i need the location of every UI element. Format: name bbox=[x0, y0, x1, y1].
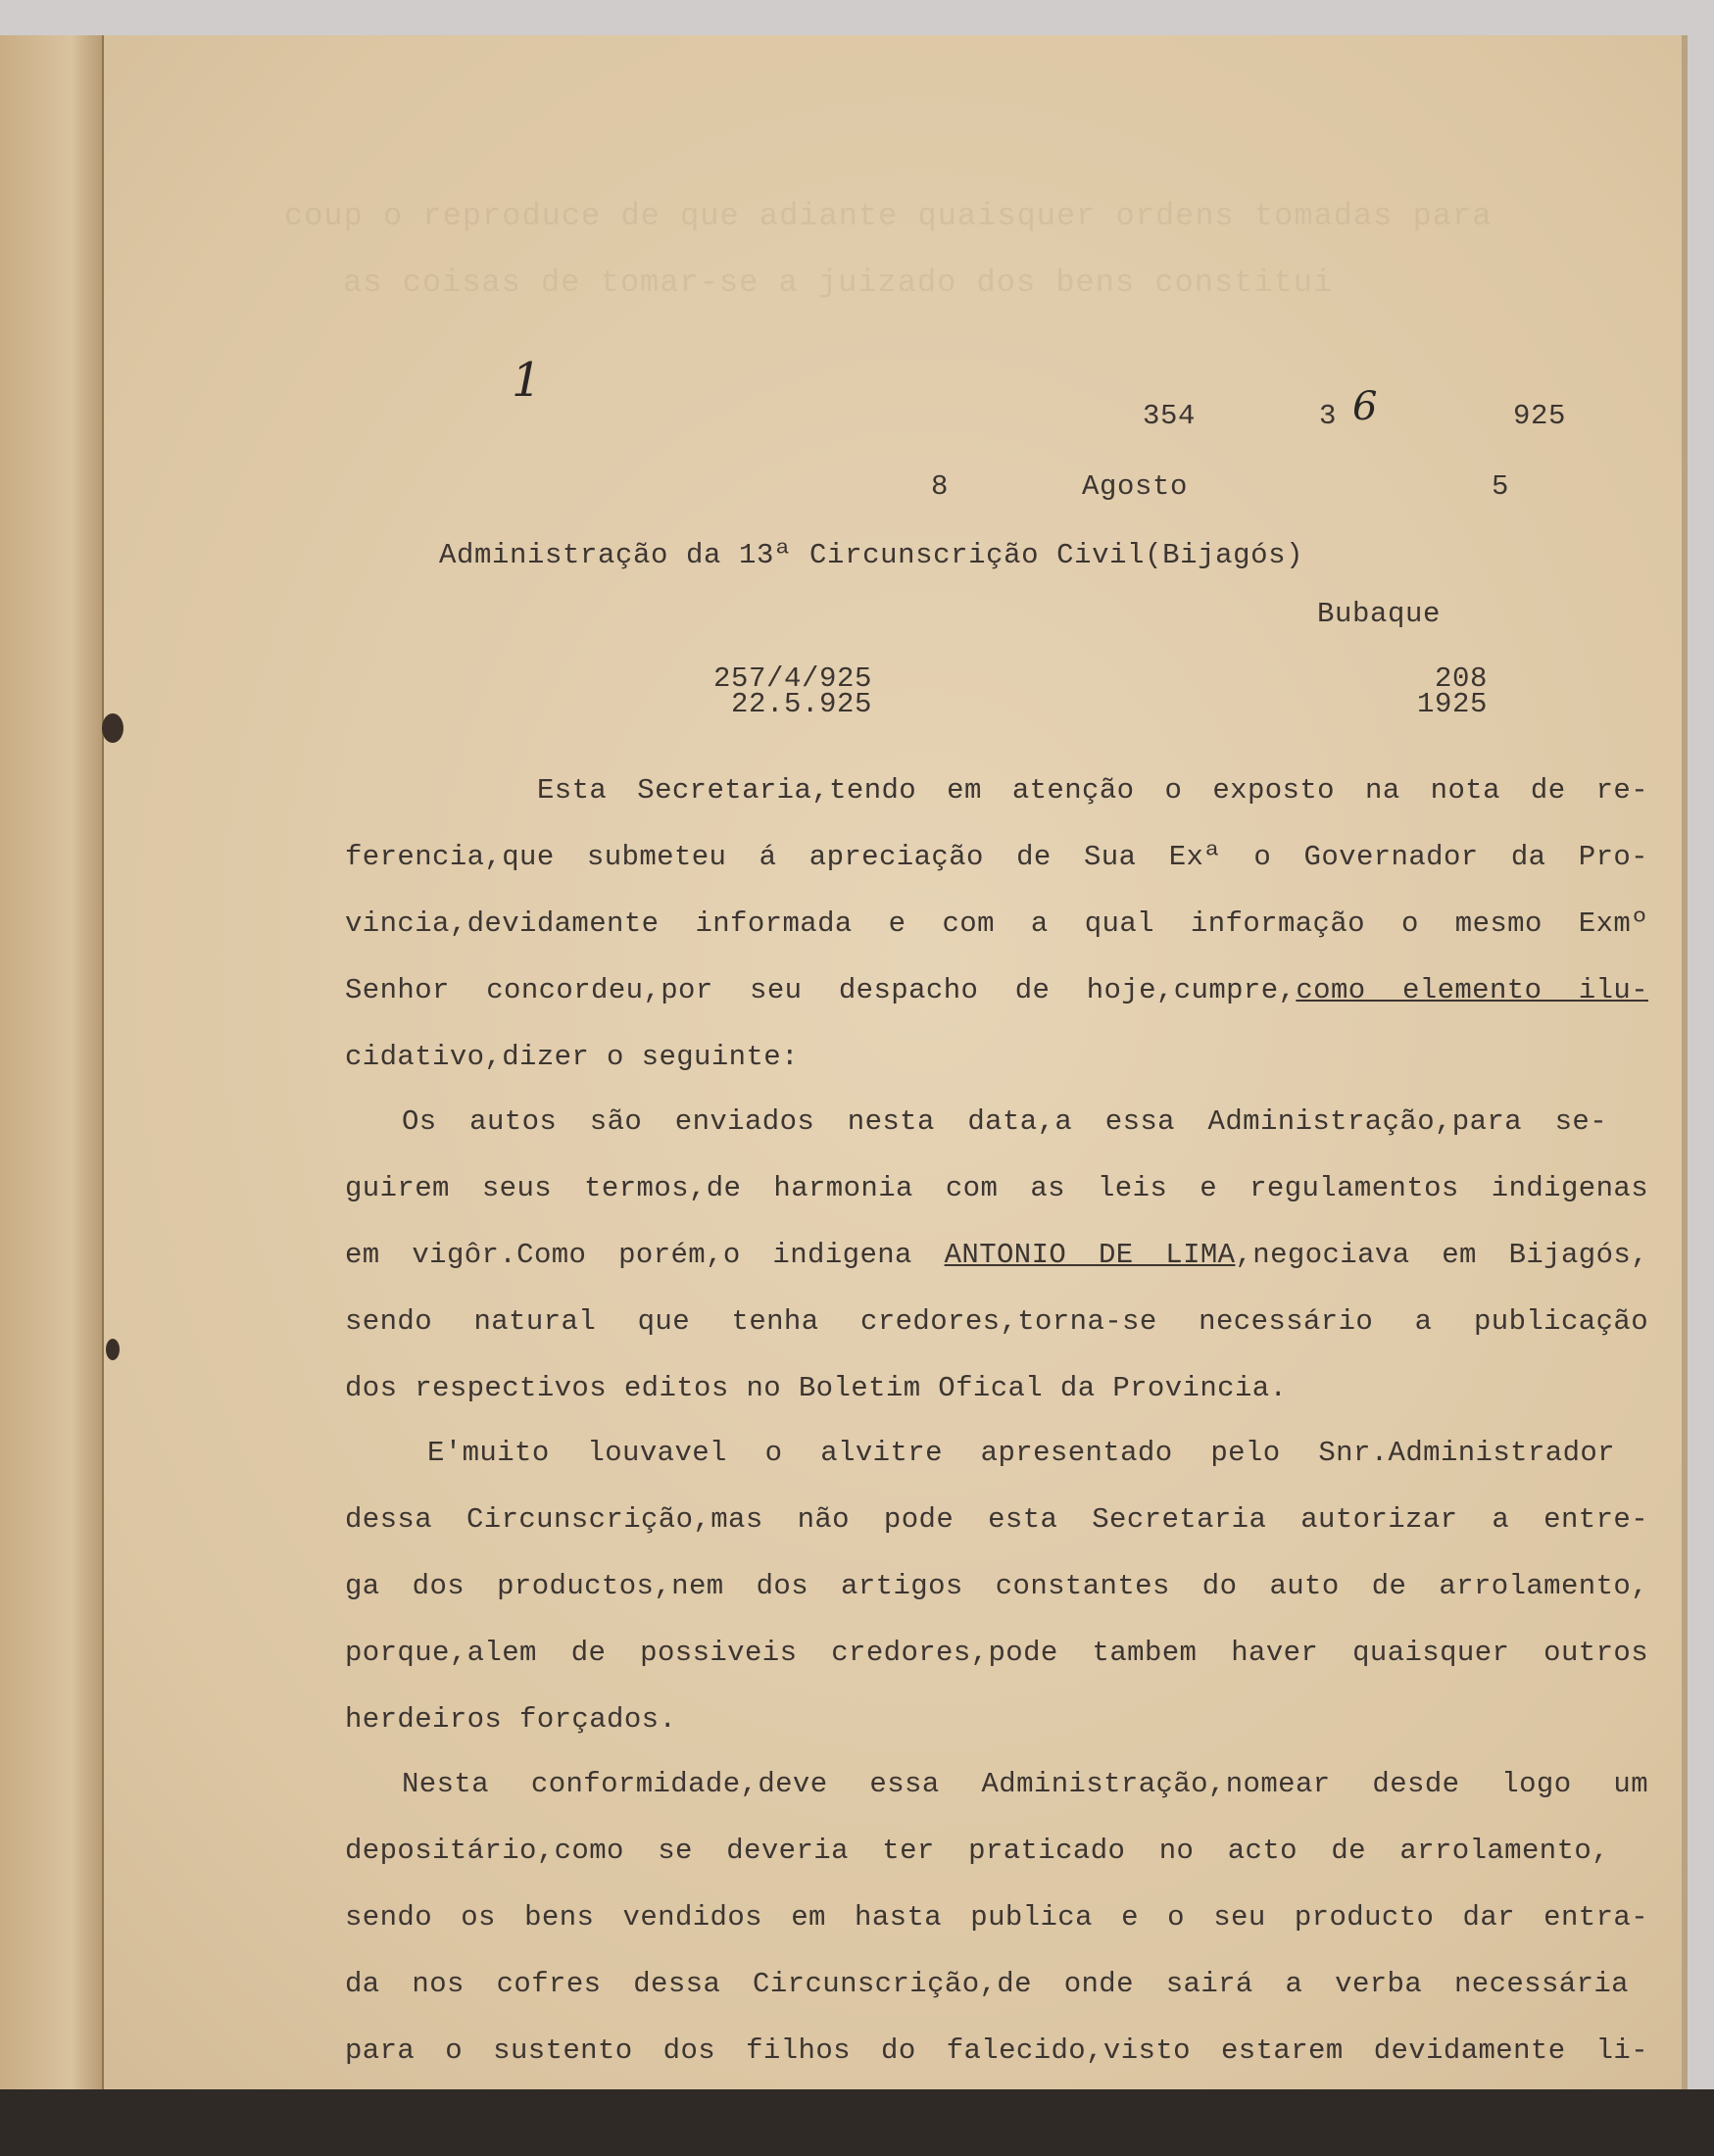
body-line: E'muito louvavel o alvitre apresentado pelo Snr.Administrador bbox=[427, 1437, 1615, 1469]
body-line: Nesta conformidade,deve essa Administração,nomear desde logo um bbox=[402, 1768, 1648, 1800]
body-text: em vigôr.Como porém,o indigena bbox=[345, 1239, 945, 1271]
date-number: 5 bbox=[1492, 470, 1510, 503]
body-line: ferencia,que submeteu á apreciação de Sua Exª o Governador da Pro- bbox=[345, 841, 1648, 873]
body-line: guirem seus termos,de harmonia com as leis e regulamentos indigenas bbox=[345, 1172, 1648, 1204]
body-line: da nos cofres dessa Circunscrição,de onde sairá a verba necessária bbox=[345, 1968, 1629, 2000]
body-line bbox=[345, 1239, 1648, 1271]
reference-number: 354 bbox=[1143, 400, 1197, 432]
body-line: dessa Circunscrição,mas não pode esta Secretaria autorizar a entre- bbox=[345, 1503, 1648, 1536]
body-line: para o sustento dos filhos do falecido,visto estarem devidamente li- bbox=[345, 2034, 1648, 2067]
reference-right-2: 1925 bbox=[1417, 688, 1489, 720]
place-name: Bubaque bbox=[1317, 598, 1442, 630]
person-name: ANTONIO DE LIMA bbox=[944, 1239, 1236, 1271]
body-text: Senhor concordeu,por seu despacho de hoje,cumpre, bbox=[345, 974, 1297, 1006]
reference-left-1: 257/4/925 bbox=[713, 662, 873, 695]
date-day: 8 bbox=[931, 470, 950, 503]
body-line: Os autos são enviados nesta data,a essa Administração,para se- bbox=[402, 1105, 1607, 1138]
body-line: porque,alem de possiveis credores,pode tambem haver quaisquer outros bbox=[345, 1637, 1648, 1669]
binding-hole bbox=[106, 1339, 120, 1360]
body-line: sendo natural que tenha credores,torna-se necessário a publicação bbox=[345, 1305, 1648, 1338]
body-line: ga dos productos,nem dos artigos constantes do auto de arrolamento, bbox=[345, 1570, 1648, 1602]
body-line: sendo os bens vendidos em hasta publica e o seu producto dar entra- bbox=[345, 1901, 1648, 1934]
reference-code: 3 bbox=[1319, 400, 1338, 432]
desk-edge bbox=[0, 2089, 1714, 2156]
reference-right-1: 208 bbox=[1435, 662, 1489, 695]
body-line: dos respectivos editos no Boletim Ofical da Provincia. bbox=[345, 1372, 1288, 1404]
body-line: vincia,devidamente informada e com a qual informação o mesmo Exmº bbox=[345, 907, 1648, 940]
reference-year: 925 bbox=[1513, 400, 1567, 432]
reference-code-handwritten: 6 bbox=[1352, 384, 1378, 429]
body-line: herdeiros forçados. bbox=[345, 1703, 677, 1736]
body-line: Esta Secretaria,tendo em atenção o exposto na nota de re- bbox=[537, 774, 1648, 807]
body-text: ,negociava em Bijagós, bbox=[1235, 1239, 1648, 1271]
body-line: depositário,como se deveria ter praticado no acto de arrolamento, bbox=[345, 1835, 1609, 1867]
addressee: Administração da 13ª Circunscrição Civil(Bijagós) bbox=[439, 539, 1304, 571]
folio-number: 1 bbox=[512, 353, 542, 408]
reference-left-2: 22.5.925 bbox=[731, 688, 873, 720]
book-spine bbox=[0, 35, 104, 2097]
bleed-through-text: as coisas de tomar-se a juizado dos bens constitui bbox=[343, 265, 1334, 301]
date-month: Agosto bbox=[1082, 470, 1189, 503]
body-line: cidativo,dizer o seguinte: bbox=[345, 1041, 799, 1073]
underlined-text: como elemento ilu- bbox=[1296, 974, 1648, 1006]
body-line bbox=[345, 974, 1648, 1006]
bleed-through-text: coup o reproduce de que adiante quaisquer ordens tomadas para bbox=[284, 198, 1493, 234]
binding-hole bbox=[102, 713, 123, 743]
